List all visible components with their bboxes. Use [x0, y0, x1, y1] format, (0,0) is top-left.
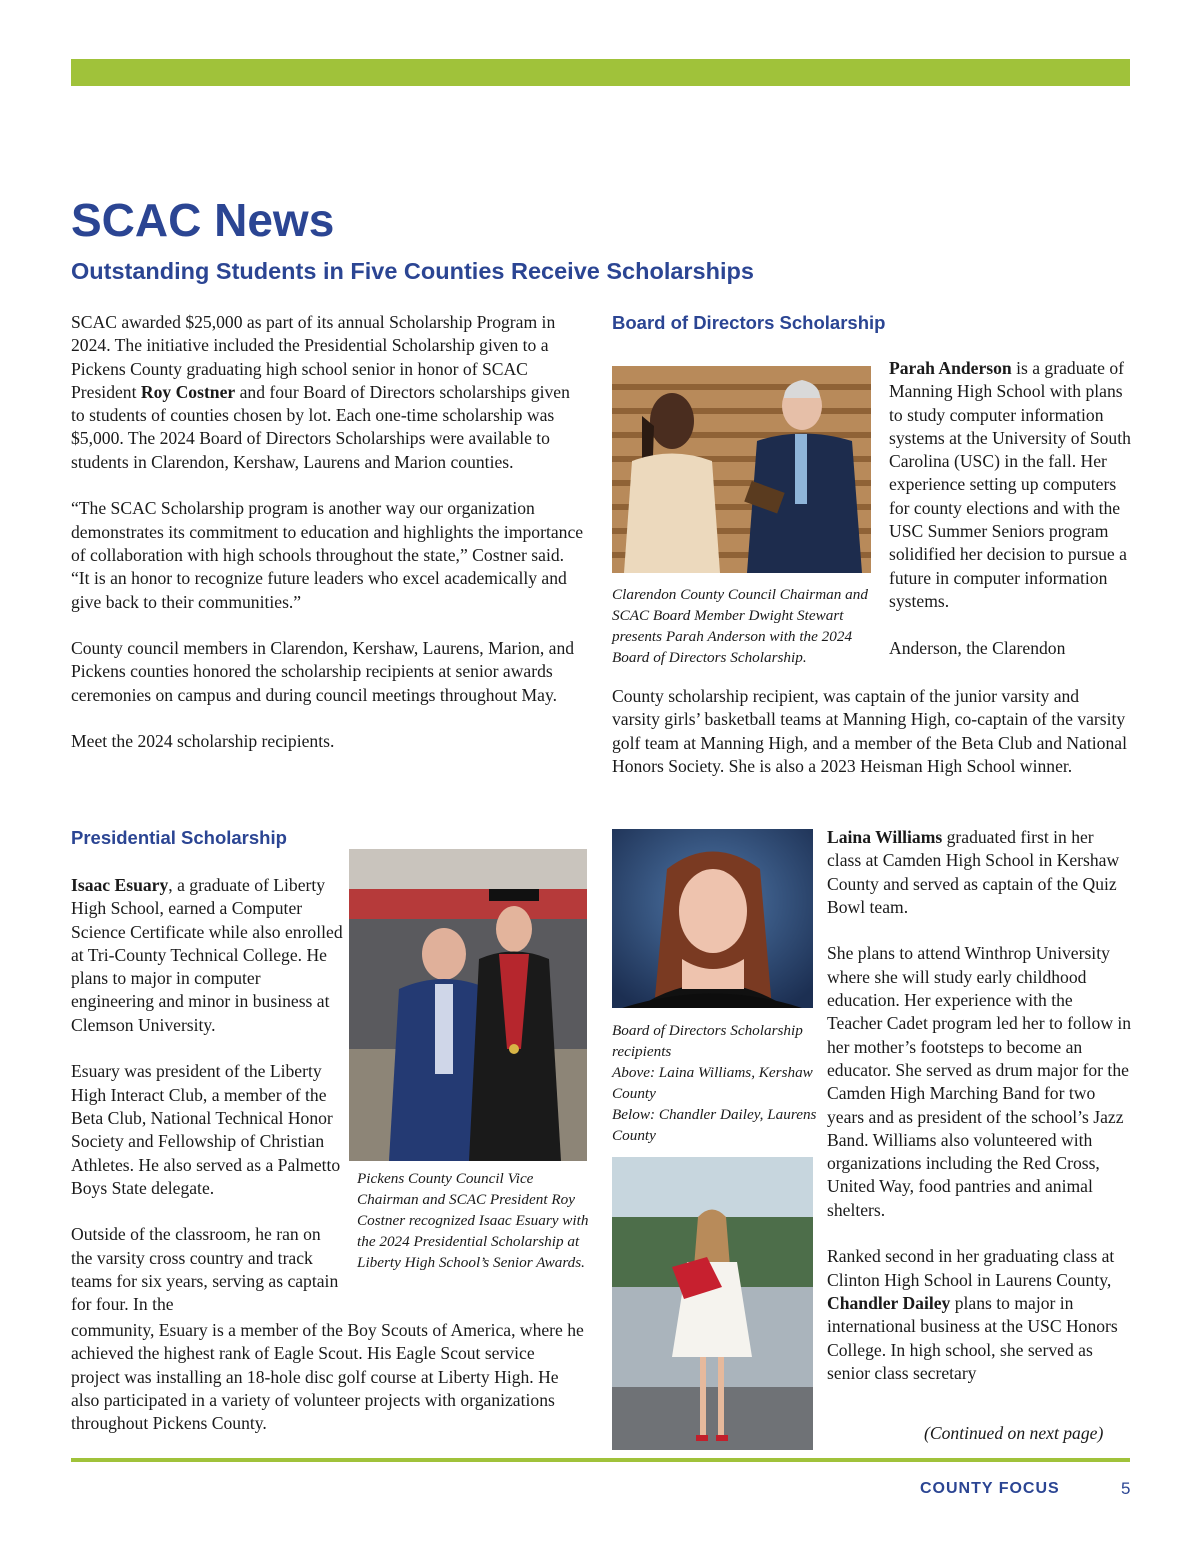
dailey-photo — [612, 1157, 813, 1450]
president-name: Roy Costner — [140, 381, 236, 402]
esuary-paragraph-1: Isaac Esuary, a graduate of Liberty High School, earned a Computer Science Certificate while also enrolled at Tri-County Technical College. He plans to major in computer engineering and minor in business at Clemson University. — [71, 875, 343, 1035]
esuary-paragraph-2: Esuary was president of the Liberty High Interact Club, a member of the Beta Club, National Technical Honor Society and Fellowship of Christian Athletes. He also served as a Palmetto Boys State delegate. — [71, 1061, 341, 1198]
williams-dailey-text — [827, 826, 1132, 1385]
dailey-photo-image — [612, 1157, 813, 1450]
anderson-paragraph-1: Parah Anderson is a graduate of Manning High School with plans to study computer information systems at the University of South Carolina (USC) in the fall. Her experience setting up computers for county elections and with the USC Summer Seniors program solidified her decision to pursue a future in computer information systems. — [889, 358, 1131, 611]
article-subtitle: Outstanding Students in Five Counties Receive Scholarships — [71, 258, 754, 284]
intro-paragraph-2: “The SCAC Scholarship program is another way our organization demonstrates its commitment to education and highlights the importance of collaboration with high schools throughout the state,” Costner said. “It is an honor to recognize future leaders who excel academically and give back to their communities.” — [71, 498, 584, 612]
anderson-name: Parah Anderson — [889, 358, 1012, 378]
williams-name: Laina Williams — [827, 827, 943, 847]
anderson-photo — [612, 366, 871, 573]
top-accent-bar — [71, 59, 1130, 86]
esuary-paragraph-3a: Outside of the classroom, he ran on the varsity cross country and track teams for six years, serving as captain for four. In the — [71, 1224, 339, 1315]
esuary-photo-caption: Pickens County Council Vice Chairman and SCAC President Roy Costner recognized Isaac Esuary with the 2024 Presidential Scholarship at Liberty High School’s Senior Awards. — [357, 1170, 589, 1271]
williams-paragraph-1: Laina Williams graduated first in her class at Camden High School in Kershaw County and served as captain of the Quiz Bowl team. — [827, 827, 1120, 917]
esuary-photo — [349, 849, 587, 1161]
williams-photo — [612, 829, 813, 1008]
page-title: SCAC News — [71, 194, 335, 246]
recipients-caption-line-3: Below: Chandler Dailey, Laurens County — [612, 1106, 817, 1144]
dailey-name: Chandler Dailey — [827, 1292, 951, 1313]
esuary-text-narrow — [71, 874, 343, 1317]
williams-paragraph-2: She plans to attend Winthrop University where she will study early childhood education. Her experience with the Teacher Cadet program led her to follow in her mother’s footsteps to become an educator. She served as drum major for the Camden High Marching Band for two years and as president of the school’s Jazz Band. Williams also volunteered with organizations including the Red Cross, United Way, food pantries and animal shelters. — [827, 943, 1132, 1220]
presidential-heading: Presidential Scholarship — [71, 827, 287, 848]
recipients-caption-line-1: Board of Directors Scholarship recipients — [612, 1022, 803, 1060]
board-heading: Board of Directors Scholarship — [612, 312, 886, 333]
esuary-photo-image — [349, 849, 587, 1161]
recipients-caption — [612, 1020, 827, 1146]
anderson-text-narrow — [889, 357, 1134, 660]
continued-note: (Continued on next page) — [924, 1423, 1104, 1443]
footer-publication: COUNTY FOCUS — [920, 1480, 1060, 1497]
williams-photo-image — [612, 829, 813, 1008]
page-number: 5 — [1121, 1479, 1131, 1498]
intro-paragraph-1: SCAC awarded $25,000 as part of its annual Scholarship Program in 2024. The initiative included the Presidential Scholarship given to a Pickens County graduating high school senior in honor of SCAC President Roy Costner and four Board of Directors scholarships given to students of counties chosen by lot. Each one-time scholarship was $5,000. The 2024 Board of Directors Scholarships were available to students in Clarendon, Kershaw, Laurens and Marion counties. — [71, 312, 570, 472]
anderson-photo-caption: Clarendon County Council Chairman and SCAC Board Member Dwight Stewart presents Parah Anderson with the 2024 Board of Directors Scholarship. — [612, 586, 868, 666]
bottom-accent-line — [71, 1458, 1130, 1462]
anderson-photo-image — [612, 366, 871, 573]
esuary-text-wide: community, Esuary is a member of the Boy Scouts of America, where he achieved the highest rank of Eagle Scout. His Eagle Scout service project was installing an 18-hole disc golf course at Liberty High. He also participated in a variety of volunteer projects with organizations throughout Pickens County. — [71, 1320, 584, 1434]
dailey-paragraph: Ranked second in her graduating class at Clinton High School in Laurens County, Chandler Dailey plans to major in international business at the USC Honors College. In high school, she served as senior class secretary — [827, 1246, 1118, 1383]
anderson-text-wide: County scholarship recipient, was captain of the junior varsity and varsity girls’ basketball teams at Manning High, co-captain of the varsity golf team at Manning High, and a member of the Beta Club and National Honors Society. She is also a 2023 Heisman High School winner. — [612, 686, 1127, 776]
esuary-name: Isaac Esuary — [71, 875, 169, 895]
intro-paragraph-4: Meet the 2024 scholarship recipients. — [71, 731, 335, 752]
recipients-caption-line-2: Above: Laina Williams, Kershaw County — [612, 1064, 813, 1102]
intro-text — [71, 311, 586, 754]
intro-paragraph-3: County council members in Clarendon, Kershaw, Laurens, Marion, and Pickens counties honored the scholarship recipients at senior awards ceremonies on campus and during council meetings throughout May. — [71, 638, 575, 705]
anderson-paragraph-2a: Anderson, the Clarendon — [889, 637, 1066, 658]
